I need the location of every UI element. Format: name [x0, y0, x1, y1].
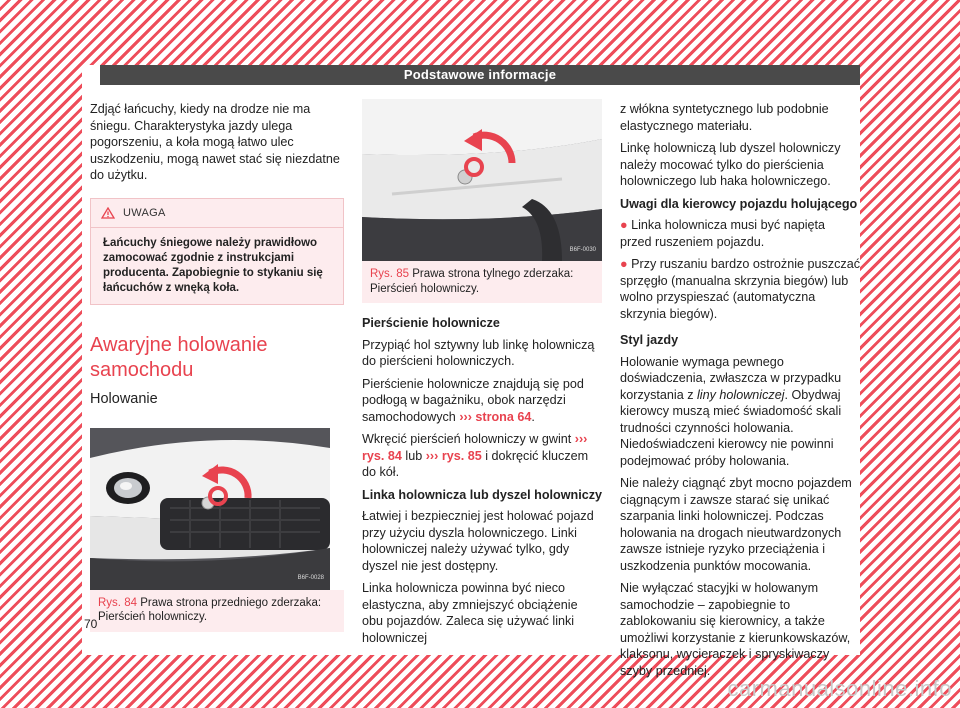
screw-ring-text-a: Wkręcić pierścień holowniczy w gwint — [362, 432, 572, 446]
figure-85-caption — [362, 261, 602, 303]
paragraph-jerking: Nie należy ciągnąć zbyt mocno pojazdem ciągnącym i zawsze starać się unikać szarpania linki holowniczej. Podczas holowania na drogach nieutwardzonych zawsze istnieje ryzyko przeciążenia i uszkodzenia punktów mocowania. — [620, 476, 852, 573]
experience-text-a: Holowanie wymaga pewnego doświadczenia, zwłaszcza w przypadku korzystania z — [620, 354, 842, 402]
column-right — [620, 101, 860, 685]
paragraph-ignition: Nie wyłączać stacyjki w holowanym samochodzie – zapobiegnie to zablokowaniu się kierownicy, a także umożliwi korzystanie z kierunkowskazów, klaksonu, wycieraczek i spryskiwaczy szyby przedniej. — [620, 581, 851, 678]
warning-text: Łańcuchy śniegowe należy prawidłowo zamocować zgodnie z instrukcjami producenta. Zapobiegnie to stykaniu się łańcuchów z wnęką koła. — [103, 237, 323, 294]
figure-85-label: Rys. 85 — [370, 268, 409, 280]
column-left — [90, 101, 344, 632]
figure-84-caption-text: Prawa strona przedniego zderzaka: Pierścień holowniczy. — [98, 596, 322, 623]
figure-85-code: B6F-0030 — [569, 246, 596, 253]
figure-84-image — [90, 428, 330, 590]
screw-ring-text-b: i dokręcić kluczem do kół. — [362, 448, 589, 479]
bullet-clutch — [620, 256, 860, 322]
paragraph-attach-rope: Przypiąć hol sztywny lub linkę holowniczą do pierścieni holowniczych. — [362, 337, 595, 368]
figure-84-caption — [90, 590, 344, 632]
intro-paragraph: Zdjąć łańcuchy, kiedy na drodze nie ma śniegu. Charakterystyka jazdy ulega pogorszeniu, a koła mogą łatwo ulec uszkodzeniu, mogą nawet stać się niezdatne do użytku. — [90, 102, 340, 182]
bullet-rope-taut — [620, 217, 860, 250]
figure-84 — [90, 428, 344, 632]
subsection-title: Holowanie — [90, 391, 158, 407]
figure-84-label: Rys. 84 — [98, 596, 137, 609]
figure-85-image — [362, 99, 602, 261]
page-header — [100, 65, 860, 85]
heading-driving-style: Styl jazdy — [620, 333, 679, 347]
watermark: carmanualsonline.info — [727, 676, 952, 701]
paragraph-rope-elastic: Linka holownicza powinna być nieco elastyczna, aby zmniejszyć obciążenie obu pojazdów. Zaleca się używać linki holowniczej — [362, 581, 578, 645]
heading-tow-rope: Linka holownicza lub dyszel holowniczy — [362, 487, 603, 502]
warning-triangle-icon — [101, 207, 115, 219]
link-fig-84[interactable]: ››› rys. 84 — [362, 432, 588, 463]
experience-italic: liny holowniczej — [697, 387, 785, 402]
warning-box — [90, 198, 344, 306]
bullet-icon: ● — [620, 218, 628, 232]
warning-header — [91, 199, 343, 229]
bullet-icon: ● — [620, 257, 628, 271]
paragraph-synthetic-fibre: z włókna syntetycznego lub podobnie elastycznego materiału. — [620, 102, 829, 133]
link-page-64[interactable]: ››› strona 64 — [459, 409, 532, 424]
paragraph-screw-ring — [362, 431, 602, 481]
warning-label: UWAGA — [123, 206, 166, 219]
experience-text-b: . Obydwaj kierowcy muszą mieć świadomość skali trudności czynności holowania. Niedoświadczeni kierowcy nie powinni podejmować próby holowania. — [620, 387, 842, 468]
screw-ring-text-mid: lub — [405, 448, 423, 463]
paragraph-rings-location: Pierścienie holownicze znajdują się pod podłogą w bagażniku, obok narzędzi samochodowych ››› strona 64. — [362, 376, 584, 424]
bullet-rope-taut-text: Linka holownicza musi być napięta przed ruszeniem pojazdu. — [620, 218, 826, 249]
figure-85 — [362, 99, 602, 303]
page-number: 70 — [84, 617, 98, 631]
section-title: Awaryjne holowanie samochodu — [90, 334, 268, 381]
manual-page — [82, 65, 860, 678]
heading-towing-rings: Pierścienie holownicze — [362, 316, 500, 330]
bullet-clutch-text: Przy ruszaniu bardzo ostrożnie puszczać sprzęgło (manualna skrzynia biegów) lub wolno przyspieszać (automatyczna skrzynia biegów). — [620, 257, 860, 321]
paragraph-tow-bar: Łatwiej i bezpieczniej jest holować pojazd przy użyciu dyszla holowniczego. Linki holowniczej należy używać tylko, gdy dyszel nie jest dostępny. — [362, 509, 594, 573]
column-middle — [362, 99, 602, 652]
rings-location-text: Pierścienie holownicze znajdują się pod podłogą w bagażniku, obok narzędzi samochodowych — [362, 376, 584, 424]
heading-driver-notes: Uwagi dla kierowcy pojazdu holującego — [620, 196, 858, 211]
figure-85-caption-text: Prawa strona tylnego zderzaka: Pierścień holowniczy. — [370, 268, 574, 295]
figure-84-code: B6F-0028 — [297, 575, 324, 581]
rear-bumper-illustration — [362, 99, 602, 261]
front-bumper-illustration — [90, 428, 330, 590]
page-header-title: Podstawowe informacje — [403, 67, 557, 82]
paragraph-experience — [620, 354, 860, 470]
paragraph-attach-points: Linkę holowniczą lub dyszel holowniczy należy mocować tylko do pierścienia holowniczego lub haka holowniczego. — [620, 141, 841, 188]
link-fig-85[interactable]: ››› rys. 85 — [425, 448, 482, 463]
